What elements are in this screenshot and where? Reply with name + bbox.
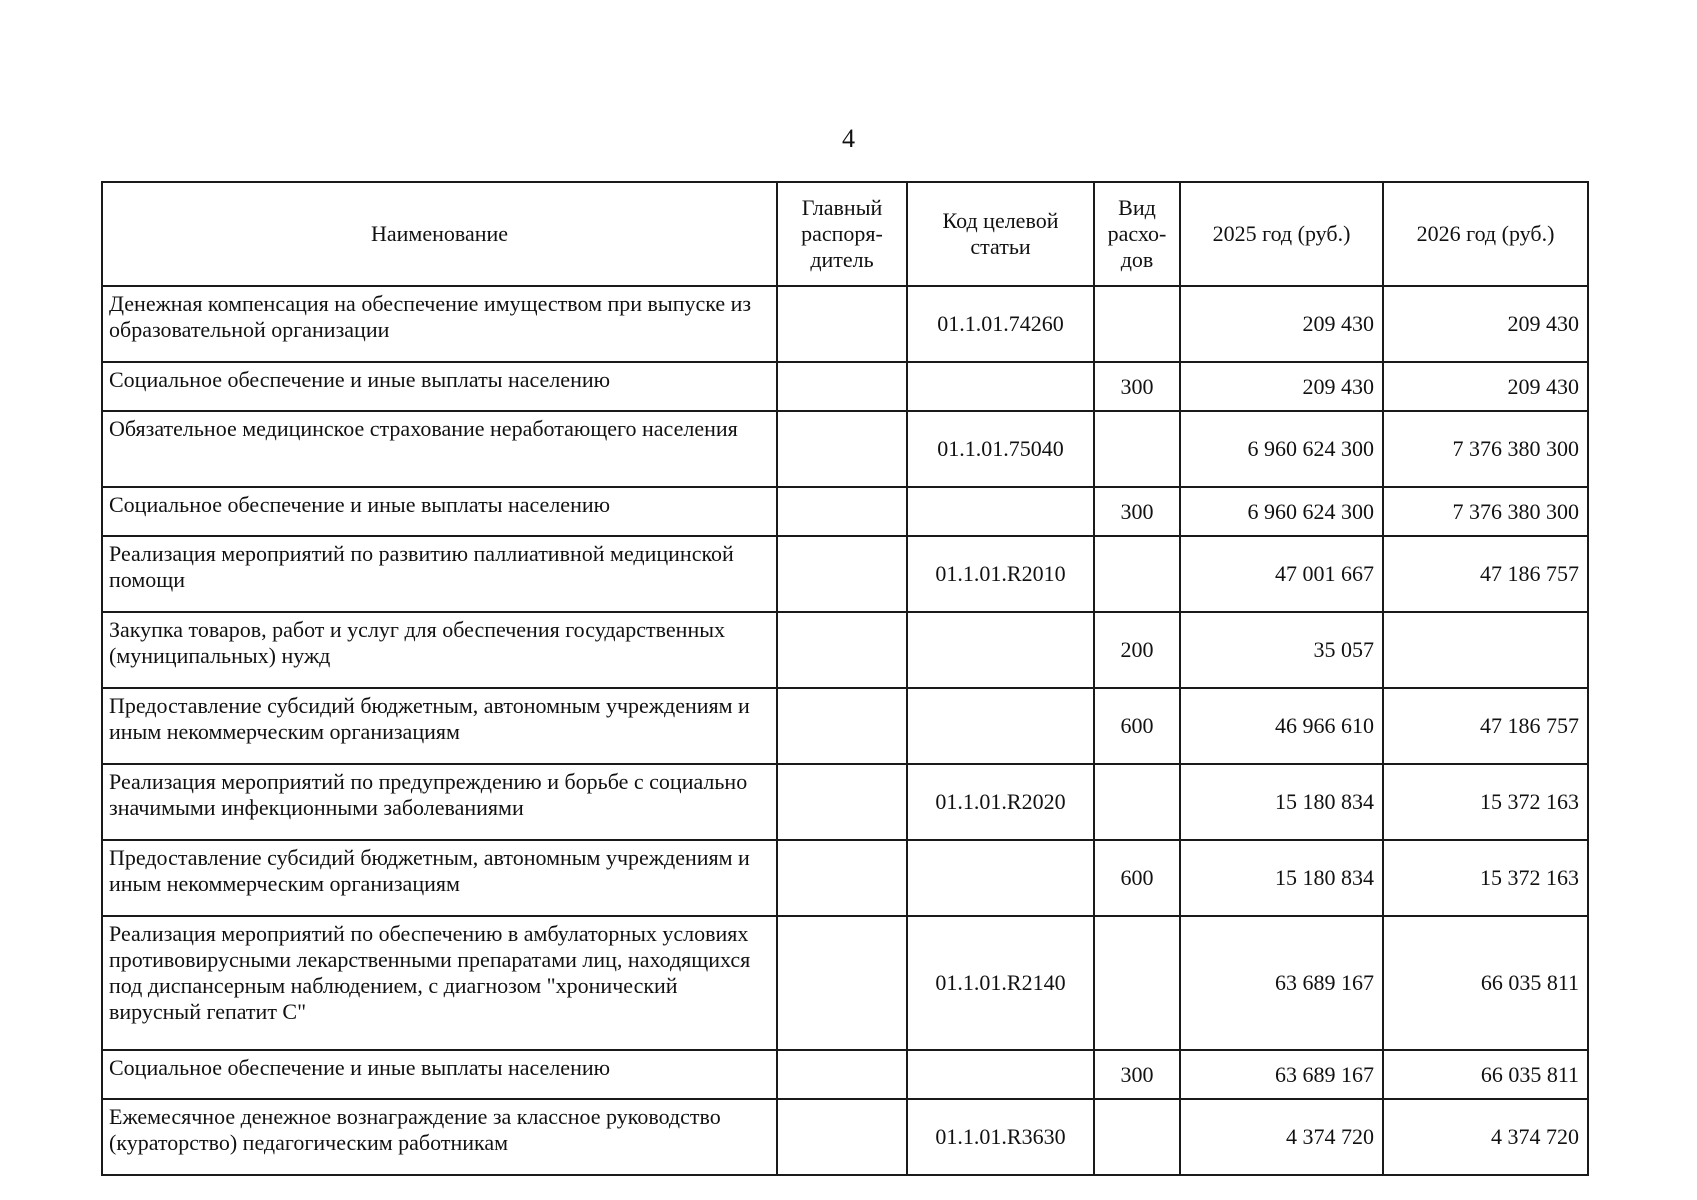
cell-manager: [777, 411, 907, 487]
cell-2025: 63 689 167: [1180, 916, 1383, 1050]
cell-2026: 209 430: [1383, 362, 1588, 411]
cell-2025: 15 180 834: [1180, 840, 1383, 916]
table-row: [102, 612, 1588, 688]
cell-expense-type: 300: [1094, 487, 1180, 536]
cell-2025: 6 960 624 300: [1180, 487, 1383, 536]
table-row: [102, 764, 1588, 840]
cell-2025: 35 057: [1180, 612, 1383, 688]
cell-manager: [777, 688, 907, 764]
cell-expense-type: [1094, 536, 1180, 612]
page-number: 4: [842, 124, 855, 153]
cell-expense-type: [1094, 286, 1180, 362]
table-row: [102, 840, 1588, 916]
table-header-row: [102, 182, 1588, 286]
cell-2026: 7 376 380 300: [1383, 487, 1588, 536]
cell-2026: [1383, 612, 1588, 688]
cell-name: Социальное обеспечение и иные выплаты населению: [102, 487, 777, 536]
cell-manager: [777, 612, 907, 688]
cell-expense-type: [1094, 1099, 1180, 1175]
cell-code: 01.1.01.R2010: [907, 536, 1094, 612]
cell-name: Закупка товаров, работ и услуг для обеспечения государственных (муниципальных) нужд: [102, 612, 777, 688]
table-row: [102, 362, 1588, 411]
table-row: [102, 411, 1588, 487]
cell-name: Обязательное медицинское страхование неработающего населения: [102, 411, 777, 487]
cell-code: 01.1.01.R2020: [907, 764, 1094, 840]
cell-expense-type: [1094, 916, 1180, 1050]
cell-code: [907, 1050, 1094, 1099]
cell-2025: 6 960 624 300: [1180, 411, 1383, 487]
cell-name: Денежная компенсация на обеспечение имуществом при выпуске из образовательной организации: [102, 286, 777, 362]
cell-2026: 66 035 811: [1383, 916, 1588, 1050]
cell-2026: 47 186 757: [1383, 688, 1588, 764]
cell-code: [907, 688, 1094, 764]
cell-2026: 66 035 811: [1383, 1050, 1588, 1099]
cell-2026: 15 372 163: [1383, 840, 1588, 916]
cell-name: Реализация мероприятий по обеспечению в амбулаторных условиях противовирусными лекарственными препаратами лиц, находящихся под диспансерным наблюдением, с диагнозом "хронический вирусный гепатит С": [102, 916, 777, 1050]
cell-2025: 15 180 834: [1180, 764, 1383, 840]
table-row: [102, 487, 1588, 536]
cell-name: Социальное обеспечение и иные выплаты населению: [102, 362, 777, 411]
cell-code: 01.1.01.R3630: [907, 1099, 1094, 1175]
cell-manager: [777, 286, 907, 362]
table-row: [102, 1099, 1588, 1175]
cell-2025: 4 374 720: [1180, 1099, 1383, 1175]
cell-expense-type: [1094, 411, 1180, 487]
cell-expense-type: 200: [1094, 612, 1180, 688]
cell-2025: 209 430: [1180, 286, 1383, 362]
header-expense-type: Вид расхо-дов: [1094, 182, 1180, 286]
table-row: [102, 688, 1588, 764]
cell-code: 01.1.01.75040: [907, 411, 1094, 487]
cell-2025: 46 966 610: [1180, 688, 1383, 764]
cell-code: [907, 362, 1094, 411]
table-row: [102, 536, 1588, 612]
cell-manager: [777, 840, 907, 916]
cell-manager: [777, 536, 907, 612]
cell-name: Ежемесячное денежное вознаграждение за классное руководство (кураторство) педагогическим работникам: [102, 1099, 777, 1175]
cell-2026: 15 372 163: [1383, 764, 1588, 840]
table-row: [102, 916, 1588, 1050]
cell-code: [907, 612, 1094, 688]
cell-manager: [777, 487, 907, 536]
table-row: [102, 286, 1588, 362]
cell-code: 01.1.01.74260: [907, 286, 1094, 362]
cell-manager: [777, 362, 907, 411]
cell-manager: [777, 1099, 907, 1175]
budget-table: [101, 181, 1589, 1176]
cell-code: [907, 840, 1094, 916]
cell-2026: 4 374 720: [1383, 1099, 1588, 1175]
cell-2025: 47 001 667: [1180, 536, 1383, 612]
cell-name: Предоставление субсидий бюджетным, автономным учреждениям и иным некоммерческим организациям: [102, 688, 777, 764]
cell-expense-type: 600: [1094, 688, 1180, 764]
header-manager: Главный распоря-дитель: [777, 182, 907, 286]
cell-name: Предоставление субсидий бюджетным, автономным учреждениям и иным некоммерческим организациям: [102, 840, 777, 916]
cell-manager: [777, 1050, 907, 1099]
cell-name: Реализация мероприятий по развитию паллиативной медицинской помощи: [102, 536, 777, 612]
cell-2025: 209 430: [1180, 362, 1383, 411]
cell-2026: 47 186 757: [1383, 536, 1588, 612]
cell-name: Реализация мероприятий по предупреждению и борьбе с социально значимыми инфекционными заболеваниями: [102, 764, 777, 840]
header-2026: 2026 год (руб.): [1383, 182, 1588, 286]
table-row: [102, 1050, 1588, 1099]
cell-2026: 209 430: [1383, 286, 1588, 362]
cell-expense-type: 300: [1094, 1050, 1180, 1099]
cell-code: [907, 487, 1094, 536]
header-2025: 2025 год (руб.): [1180, 182, 1383, 286]
cell-code: 01.1.01.R2140: [907, 916, 1094, 1050]
cell-name: Социальное обеспечение и иные выплаты населению: [102, 1050, 777, 1099]
cell-manager: [777, 916, 907, 1050]
cell-expense-type: [1094, 764, 1180, 840]
header-name: Наименование: [102, 182, 777, 286]
cell-expense-type: 600: [1094, 840, 1180, 916]
cell-2025: 63 689 167: [1180, 1050, 1383, 1099]
cell-2026: 7 376 380 300: [1383, 411, 1588, 487]
cell-manager: [777, 764, 907, 840]
header-code: Код целевой статьи: [907, 182, 1094, 286]
cell-expense-type: 300: [1094, 362, 1180, 411]
